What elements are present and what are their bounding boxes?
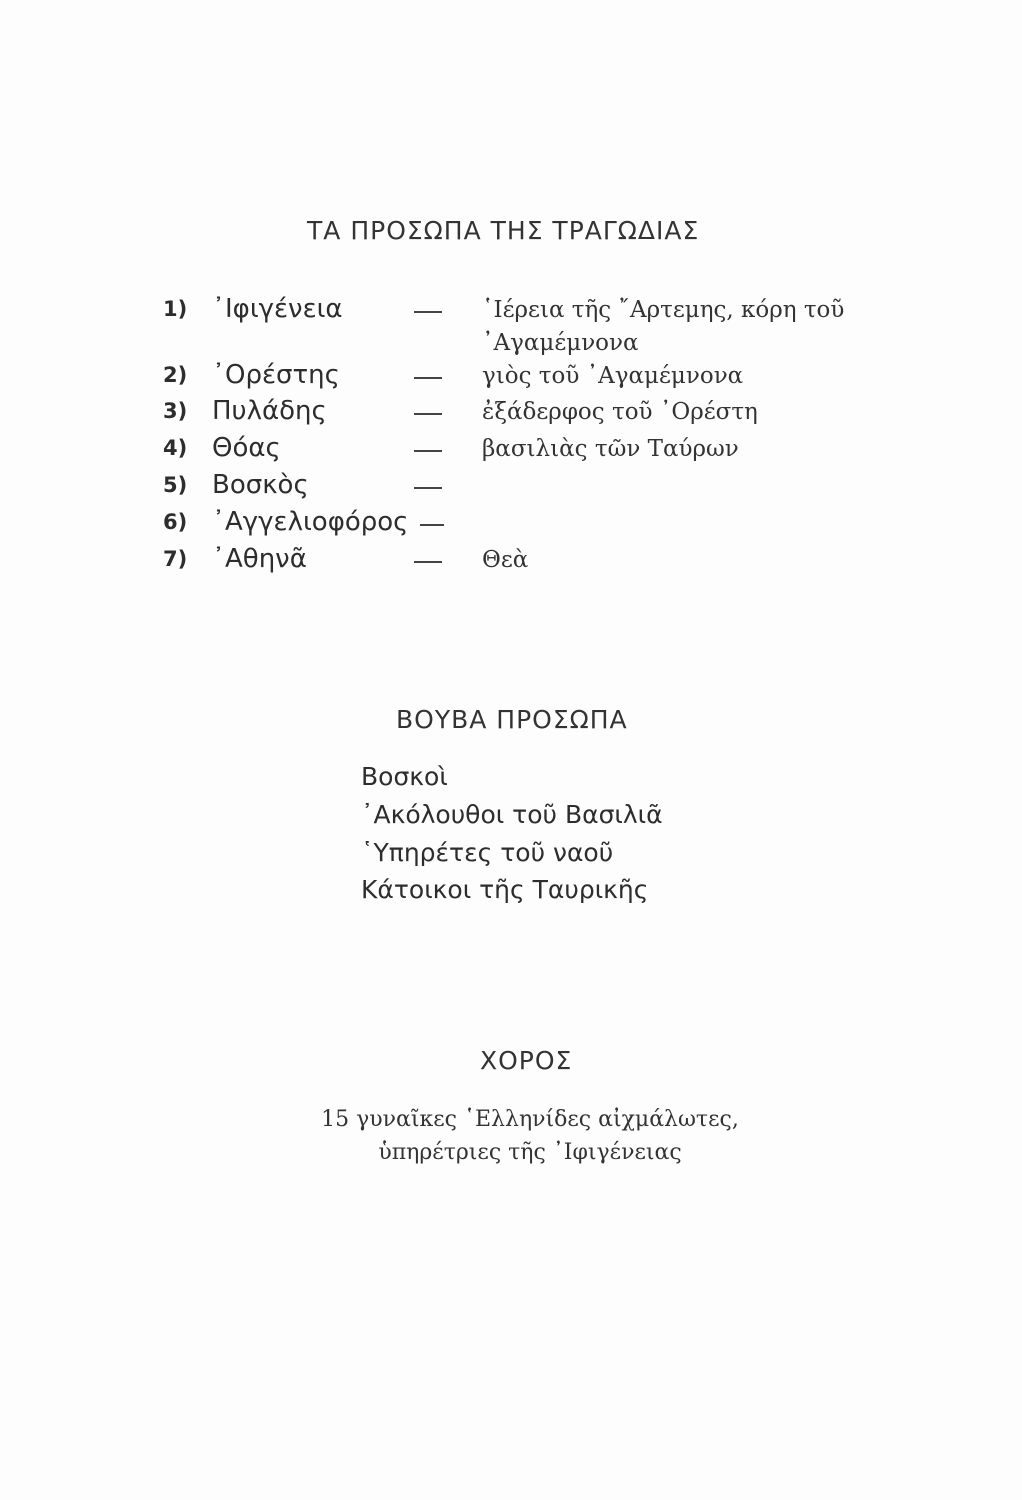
cast-heading: ΤΑ ΠΡΟΣΩΠΑ ΤΗΣ ΤΡΑΓΩΔΙΑΣ [307,216,700,245]
cast-name: ᾿Ορέστης [212,360,340,390]
mute-person-item: ᾿Ακόλουθοι τοῦ Βασιλιᾶ [361,800,663,829]
cast-description: γιὸς τοῦ ᾿Αγαμέμνονα [482,363,744,389]
cast-description: Θεὰ [482,547,529,573]
cast-name: Θόας [212,433,281,463]
cast-description: βασιλιὰς τῶν Ταύρων [482,436,739,462]
cast-name: ᾿Ιφιγένεια [212,294,343,324]
cast-row-4 [0,433,1022,472]
cast-number: 4) [163,436,188,460]
dash-separator [420,524,444,526]
chorus-heading: ΧΟΡΟΣ [480,1046,573,1075]
dash-separator [414,377,442,379]
cast-row-5 [0,470,1022,509]
cast-description: ἐξάδερφος τοῦ ᾿Ορέστη [482,399,758,425]
cast-description-line: ᾿Αγαμέμνονα [482,330,639,356]
cast-number: 3) [163,399,188,423]
dash-separator [414,561,442,563]
cast-number: 6) [163,510,188,534]
cast-number: 2) [163,363,188,387]
cast-description-line: ῾Ιέρεια τῆς ῎Αρτεμης, κόρη τοῦ [482,297,845,323]
cast-number: 7) [163,547,188,571]
cast-description [482,294,844,360]
cast-row-6 [0,507,1022,546]
cast-number: 1) [163,297,188,321]
dash-separator [414,311,442,313]
cast-name: ᾿Αθηνᾶ [212,544,307,574]
cast-row-1 [0,294,1022,356]
mute-person-item: Βοσκοὶ [361,762,448,791]
cast-row-7 [0,544,1022,583]
cast-row-3 [0,396,1022,435]
dash-separator [414,487,442,489]
chorus-description-line: ὑπηρέτριες τῆς ᾿Ιφιγένειας [378,1140,682,1165]
cast-name: Πυλάδης [212,396,327,426]
mute-persons-heading: ΒΟΥΒΑ ΠΡΟΣΩΠΑ [396,705,628,734]
cast-name: ᾿Αγγελιοφόρος [212,507,409,537]
mute-person-item: Κάτοικοι τῆς Ταυρικῆς [361,875,649,904]
chorus-description-line: 15 γυναῖκες ῾Ελληνίδες αἰχμάλωτες, [321,1107,739,1132]
dash-separator [414,413,442,415]
cast-number: 5) [163,473,188,497]
cast-row-2 [0,360,1022,399]
dash-separator [414,450,442,452]
mute-person-item: ῾Υπηρέτες τοῦ ναοῦ [361,838,614,867]
cast-name: Βοσκὸς [212,470,309,500]
